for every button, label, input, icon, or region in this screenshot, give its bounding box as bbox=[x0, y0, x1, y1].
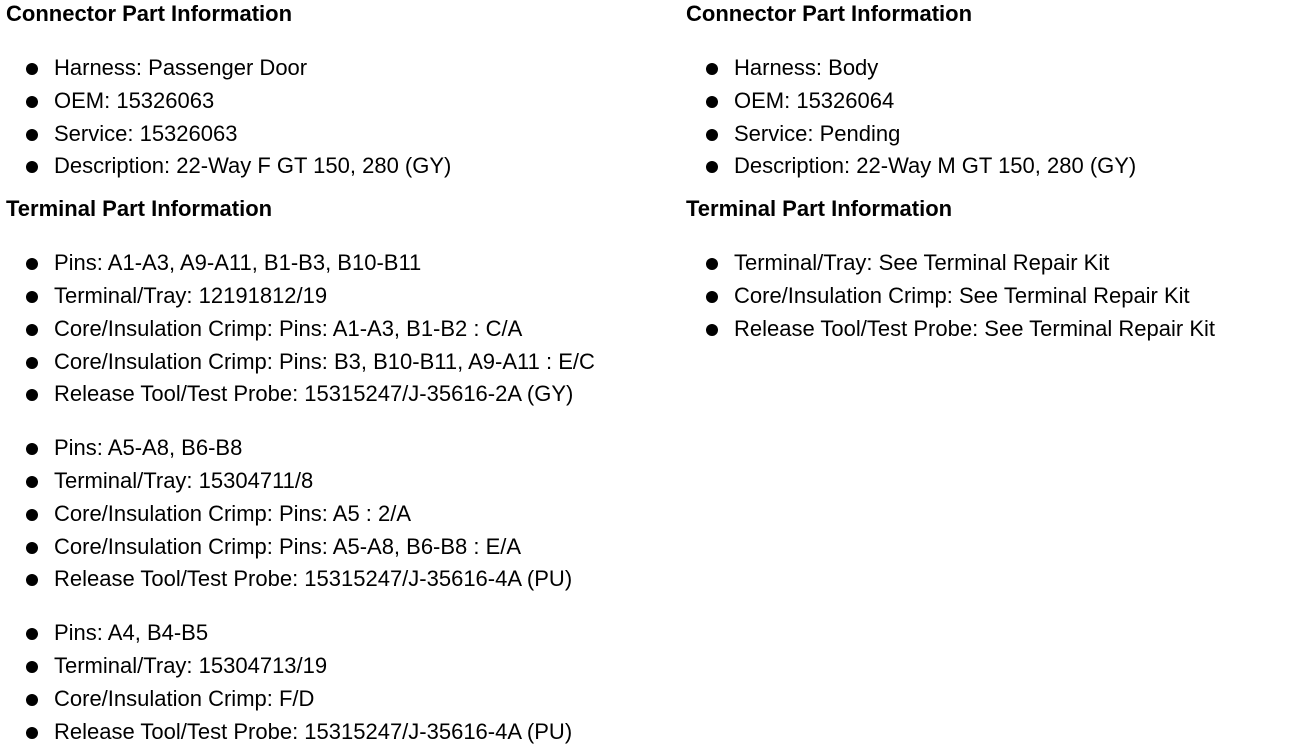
list-item: OEM: 15326064 bbox=[686, 85, 1306, 118]
list-item: Harness: Passenger Door bbox=[6, 52, 676, 85]
list-item: Core/Insulation Crimp: Pins: A5-A8, B6-B8 : E/A bbox=[6, 531, 676, 564]
list-item: Core/Insulation Crimp: Pins: B3, B10-B11, A9-A11 : E/C bbox=[6, 346, 676, 379]
list-item: Service: 15326063 bbox=[6, 118, 676, 151]
terminal-group-2 bbox=[6, 432, 676, 596]
list-item: Pins: A4, B4-B5 bbox=[6, 617, 676, 650]
list-item: Description: 22-Way M GT 150, 280 (GY) bbox=[686, 150, 1306, 183]
terminal-heading: Terminal Part Information bbox=[686, 196, 953, 222]
connector-list bbox=[686, 52, 1306, 183]
list-item: Release Tool/Test Probe: See Terminal Repair Kit bbox=[686, 313, 1306, 346]
list-item: Core/Insulation Crimp: Pins: A1-A3, B1-B2 : C/A bbox=[6, 313, 676, 346]
terminal-group-3 bbox=[6, 617, 676, 748]
list-item: Core/Insulation Crimp: See Terminal Repair Kit bbox=[686, 280, 1306, 313]
connector-heading: Connector Part Information bbox=[686, 1, 973, 26]
right-column bbox=[686, 0, 1306, 346]
list-item: Description: 22-Way F GT 150, 280 (GY) bbox=[6, 150, 676, 183]
list-item: Pins: A5-A8, B6-B8 bbox=[6, 432, 676, 465]
list-item: Harness: Body bbox=[686, 52, 1306, 85]
list-item: Release Tool/Test Probe: 15315247/J-35616-4A (PU) bbox=[6, 716, 676, 749]
list-item: Core/Insulation Crimp: F/D bbox=[6, 683, 676, 716]
list-item: OEM: 15326063 bbox=[6, 85, 676, 118]
list-item: Terminal/Tray: 15304711/8 bbox=[6, 465, 676, 498]
terminal-heading: Terminal Part Information bbox=[6, 196, 273, 222]
connector-heading: Connector Part Information bbox=[6, 1, 293, 26]
list-item: Terminal/Tray: 12191812/19 bbox=[6, 280, 676, 313]
list-item: Core/Insulation Crimp: Pins: A5 : 2/A bbox=[6, 498, 676, 531]
list-item: Release Tool/Test Probe: 15315247/J-35616-4A (PU) bbox=[6, 563, 676, 596]
list-item: Pins: A1-A3, A9-A11, B1-B3, B10-B11 bbox=[6, 247, 676, 280]
left-column bbox=[6, 0, 676, 748]
list-item: Terminal/Tray: 15304713/19 bbox=[6, 650, 676, 683]
connector-list bbox=[6, 52, 676, 183]
terminal-group-1 bbox=[6, 247, 676, 411]
list-item: Service: Pending bbox=[686, 118, 1306, 151]
list-item: Terminal/Tray: See Terminal Repair Kit bbox=[686, 247, 1306, 280]
terminal-list bbox=[686, 247, 1306, 345]
list-item: Release Tool/Test Probe: 15315247/J-35616-2A (GY) bbox=[6, 378, 676, 411]
